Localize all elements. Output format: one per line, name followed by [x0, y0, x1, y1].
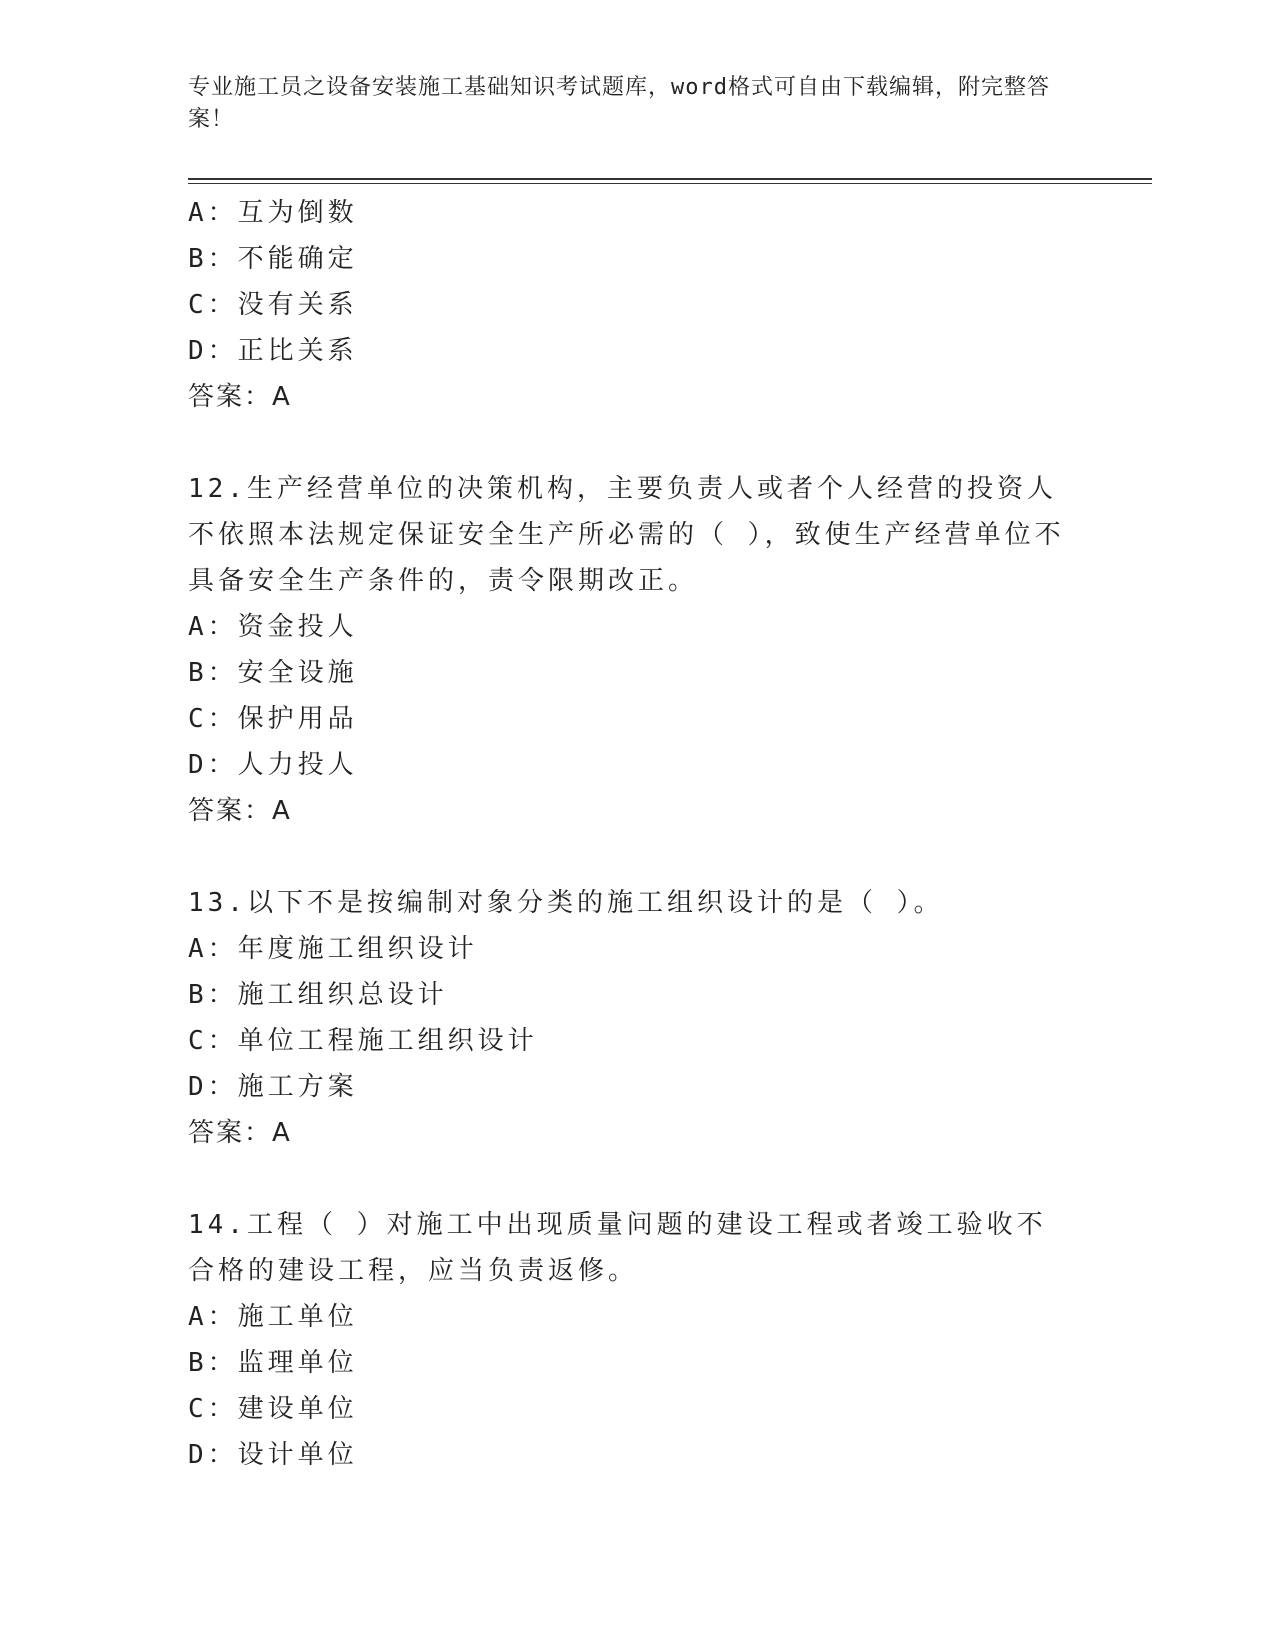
answer-line: 答案：A — [188, 382, 292, 412]
option-b: B：监理单位 — [188, 1348, 358, 1378]
question-block-11 — [188, 190, 1088, 420]
question-block-14 — [188, 1202, 1088, 1478]
option-a: A：资金投人 — [188, 612, 358, 642]
header-divider-thin — [188, 183, 1152, 184]
option-a: A：年度施工组织设计 — [188, 934, 478, 964]
question-text: 13.以下不是按编制对象分类的施工组织设计的是（ ）。 — [188, 888, 944, 918]
answer-line: 答案：A — [188, 796, 292, 826]
option-b: B：施工组织总设计 — [188, 980, 448, 1010]
option-d: D：人力投人 — [188, 750, 358, 780]
answer-line: 答案：A — [188, 1118, 292, 1148]
header-divider-thick — [188, 178, 1152, 180]
question-list — [188, 190, 1088, 1478]
document-header: 专业施工员之设备安装施工基础知识考试题库，word格式可自由下载编辑，附完整答案！ — [188, 75, 1050, 132]
option-b: B：不能确定 — [188, 244, 358, 274]
option-c: C：建设单位 — [188, 1394, 358, 1424]
spacer — [188, 1156, 1088, 1202]
option-d: D：施工方案 — [188, 1072, 358, 1102]
question-block-13 — [188, 880, 1088, 1156]
spacer — [188, 420, 1088, 466]
spacer — [188, 834, 1088, 880]
question-text: 14.工程（ ）对施工中出现质量问题的建设工程或者竣工验收不合格的建设工程，应当负责返修。 — [188, 1210, 1047, 1286]
option-a: A：互为倒数 — [188, 198, 358, 228]
option-d: D：设计单位 — [188, 1440, 358, 1470]
option-c: C：单位工程施工组织设计 — [188, 1026, 538, 1056]
question-text: 12.生产经营单位的决策机构，主要负责人或者个人经营的投资人不依照本法规定保证安全生产所必需的（ ），致使生产经营单位不具备安全生产条件的，责令限期改正。 — [188, 474, 1065, 596]
option-a: A：施工单位 — [188, 1302, 358, 1332]
option-d: D：正比关系 — [188, 336, 358, 366]
option-c: C：保护用品 — [188, 704, 358, 734]
option-c: C：没有关系 — [188, 290, 358, 320]
option-b: B：安全设施 — [188, 658, 358, 688]
question-block-12 — [188, 466, 1088, 834]
